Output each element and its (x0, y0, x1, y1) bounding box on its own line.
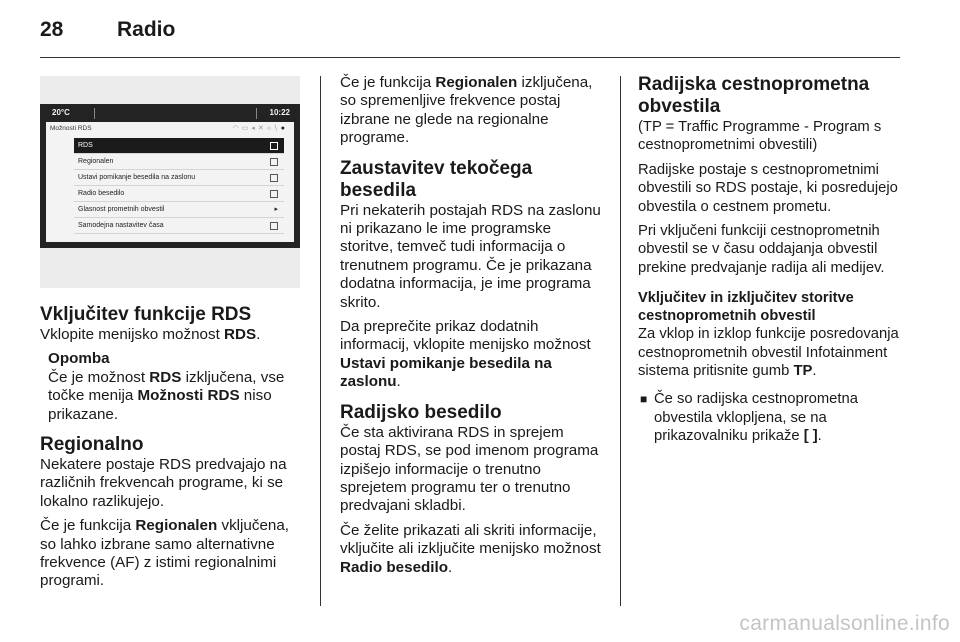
tools-icon: ✕ (257, 125, 267, 132)
menu-item-auto-time[interactable] (74, 218, 284, 234)
text: niso prikazane. (48, 387, 272, 423)
note-block (48, 350, 306, 424)
menu-item-rds[interactable] (74, 138, 284, 154)
text: . (812, 363, 817, 380)
page-title: Radio (117, 18, 176, 41)
menu-item-label: Ustavi pomikanje besedila na zaslonu (78, 174, 196, 181)
text: Če želite prikazati ali skriti informacije, vključite ali izključite menijsko možnost (340, 521, 601, 558)
text: Če je funkcija (40, 517, 136, 535)
checkbox-icon[interactable] (270, 158, 278, 166)
subheading-traffic-toggle: Vključitev in izključitev storitve cestnoprometnih obvestil (638, 290, 854, 325)
text: Če so radijska cestnoprometna obvestila vklopljena, se na prikazovalniku prikaže (654, 391, 858, 445)
menu-term: Možnosti RDS (137, 387, 240, 405)
menu-term: RDS (224, 326, 257, 343)
checkbox-icon[interactable] (270, 174, 278, 182)
text: Da preprečite prikaz dodatnih informacij, vklopite menijsko možnost (340, 318, 591, 354)
screen-title: Možnosti RDS (50, 125, 92, 132)
status-separator (256, 108, 257, 119)
bullet-square-icon: ■ (640, 392, 648, 407)
menu-item-radio-text[interactable] (74, 186, 284, 202)
paragraph: Pri nekaterih postajah RDS na zaslonu ni prikazano le ime programske storitve, temveč tudi informacija o trenutnem programu. Če je prikazana dodatna informacija, je ime programa skrito. (340, 201, 601, 311)
column-2-text (340, 74, 606, 583)
text: . (396, 373, 401, 391)
menu-term: Radio besedilo (340, 558, 449, 576)
paragraph: Radijske postaje s cestnoprometnimi obvestili so RDS postaje, ki posredujejo obvestila o cestnem prometu. (638, 161, 898, 215)
paragraph: Nekatere postaje RDS predvajajo na različnih frekvencah programe, ki se lokalno razlikujejo. (40, 456, 287, 510)
text: vključena, so lahko izbrane samo alternativne frekvence (AF) z istimi regionalnimi programi. (40, 517, 290, 590)
paragraph: (TP = Traffic Programme - Program s cestnoprometnimi obvestili) (638, 119, 882, 154)
text: Za vklop in izklop funkcije posredovanja cestnoprometnih obvestil Infotainment sistema pritisnite gumb (638, 326, 899, 380)
signal-icon: ▭ (241, 125, 252, 132)
indicator-term: [ ] (803, 428, 818, 445)
info-icon: ● (280, 125, 288, 132)
menu-term: RDS (149, 368, 182, 386)
section-heading-traffic: Radijska cestnoprometna obvestila (638, 74, 870, 117)
paragraph (340, 318, 606, 392)
menu-item-regionalen[interactable] (74, 154, 284, 170)
menu-item-label: Radio besedilo (78, 190, 125, 197)
section-heading-stop-scroll: Zaustavitev tekočega besedila (340, 157, 533, 201)
text: . (256, 326, 261, 343)
menu-item-label: Samodejna nastavitev časa (78, 222, 164, 229)
text: Če je funkcija (340, 74, 436, 91)
note-heading: Opomba (48, 350, 110, 368)
column-3-text (638, 74, 904, 452)
column-divider-1 (320, 76, 321, 606)
column-1-text (40, 304, 306, 597)
paragraph: Če sta aktivirana RDS in sprejem postaj RDS, se pod imenom programa izpišejo informacije o trenutno sprejetem programu ter o trenutno predvajani skladbi. (340, 423, 599, 515)
paragraph (40, 326, 306, 344)
menu-item-label: Glasnost prometnih obvestil (78, 206, 165, 213)
checkbox-icon[interactable] (270, 190, 278, 198)
wifi-icon: ◠ (232, 125, 242, 132)
checkbox-icon[interactable] (270, 222, 278, 230)
paragraph (340, 74, 606, 148)
menu-term: Regionalen (435, 74, 518, 91)
text: izključena, vse točke menija (48, 368, 285, 405)
paragraph (340, 522, 606, 577)
rds-options-screen (46, 122, 294, 242)
paragraph (40, 517, 306, 591)
volume-icon: ◃ (266, 125, 274, 132)
menu-item-stop-scroll[interactable] (74, 170, 284, 186)
text: Če je možnost (48, 368, 150, 386)
menu-item-label: Regionalen (78, 158, 114, 165)
section-heading-regional: Regionalno (40, 434, 144, 456)
status-icons (233, 124, 288, 132)
menu-item-traffic-volume[interactable] (74, 202, 284, 218)
link-icon: ∖ (273, 125, 281, 132)
menu-term: Ustavi pomikanje besedila na zaslonu (340, 354, 552, 391)
clock-readout: 10:22 (269, 108, 290, 117)
header-divider (40, 57, 900, 58)
text: izključena, so spremenljive frekvence postaj izbrane ne glede na regionalne programe. (340, 74, 593, 147)
text: . (817, 428, 822, 445)
status-bar (46, 108, 294, 120)
display-bezel (40, 104, 300, 248)
note-text (48, 369, 306, 424)
text: Vklopite menijsko možnost (40, 326, 225, 343)
text: . (448, 558, 453, 576)
paragraph (638, 325, 904, 380)
temperature-readout: 20°C (52, 108, 70, 117)
list-item (640, 390, 904, 445)
mute-icon: ◂ (251, 125, 258, 132)
page-number: 28 (40, 18, 64, 41)
checkbox-icon[interactable] (270, 142, 278, 150)
section-heading-radio-text: Radijsko besedilo (340, 401, 502, 423)
menu-item-label: RDS (78, 142, 93, 149)
section-heading-rds: Vključitev funkcije RDS (40, 304, 252, 325)
paragraph: Pri vključeni funkciji cestnoprometnih obvestil se v času oddajanja obvestil prekine predvajanje radija ali medijev. (638, 223, 885, 276)
button-term: TP (793, 363, 813, 380)
column-divider-2 (620, 76, 621, 606)
watermark: carmanualsonline.info (739, 612, 950, 635)
status-separator (94, 108, 95, 119)
infotainment-screenshot (40, 76, 300, 288)
rds-options-list (74, 138, 284, 234)
menu-term: Regionalen (135, 517, 218, 535)
chevron-right-icon: ▸ (274, 206, 278, 213)
